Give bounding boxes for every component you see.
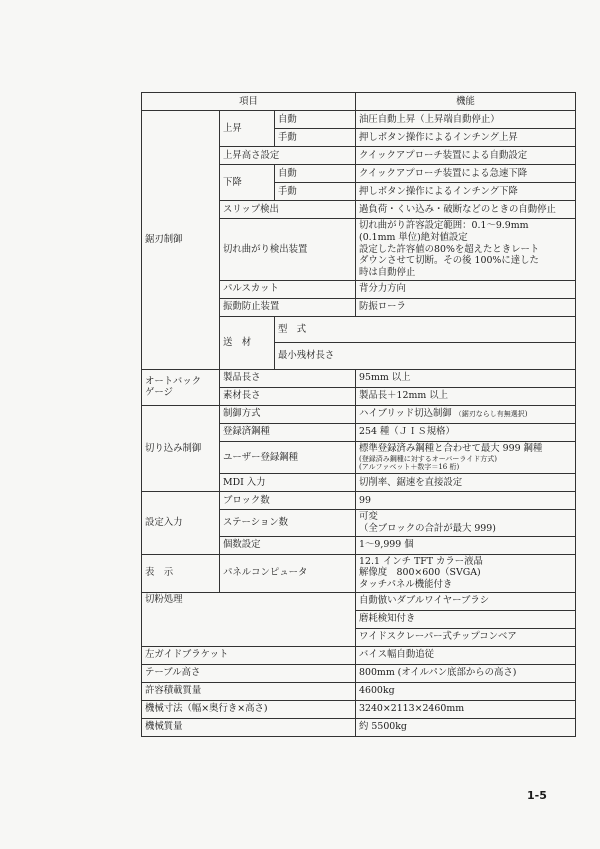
stations-line: （全ブロックの合計が最大 999) (359, 522, 496, 534)
panel-value (356, 554, 576, 592)
product-length-value: 95mm 以上 (356, 369, 576, 387)
min-length-label: 最小残材長さ (275, 343, 576, 370)
fall-label: 下降 (220, 165, 275, 201)
fall-manual-value: 押しボタン操作によるインチング下降 (356, 183, 576, 201)
bend-line: (0.1mm 単位)絶対値設定 (359, 231, 468, 243)
slip-label: スリップ検出 (220, 201, 356, 219)
table-row (142, 554, 576, 592)
mass-value: 約 5500kg (356, 718, 576, 736)
control-method-label: 制御方式 (220, 405, 356, 423)
table-header-row (142, 93, 576, 111)
chips-title: 切粉処理 (142, 592, 356, 646)
rise-auto-value: 油圧自動上昇（上昇端自動停止） (356, 111, 576, 129)
bend-line: 設定した許容値の80%を超えたときレート (359, 243, 540, 255)
autoback-title-line: ゲージ (145, 387, 173, 399)
spec-table (141, 92, 576, 737)
table-height-label: テーブル高さ (142, 664, 356, 682)
pulse-value: 背分力方向 (356, 280, 576, 298)
count-value: 1～9,999 個 (356, 536, 576, 554)
panel-line: 解像度 800×600（SVGA) (359, 567, 481, 579)
guide-value: バイス幅自動追従 (356, 646, 576, 664)
rise-height-label: 上昇高さ設定 (220, 147, 356, 165)
table-row (142, 682, 576, 700)
user-steel-note: (アルファベット＋数字＝16 桁) (359, 463, 460, 472)
blocks-label: ブロック数 (220, 492, 356, 510)
table-height-value: 800mm (オイルパン底部からの高さ) (356, 664, 576, 682)
mdi-value: 切削率、鋸速を直接設定 (356, 474, 576, 492)
panel-line: 12.1 インチ TFT カラー液晶 (359, 555, 483, 567)
rise-manual-label: 手動 (275, 129, 356, 147)
stations-line: 可変 (359, 511, 378, 522)
bend-line: ダウンさせて切断。その後 100%に達した (359, 255, 539, 267)
user-steel-value (356, 441, 576, 473)
table-row (142, 700, 576, 718)
table-row (142, 592, 576, 610)
panel-label: パネルコンピュータ (220, 554, 356, 592)
material-length-label: 素材長さ (220, 387, 356, 405)
user-steel-line: 標準登録済み鋼種と合わせて最大 999 鋼種 (359, 442, 543, 454)
bend-line: 時は自動停止 (359, 267, 416, 278)
bend-value (356, 219, 576, 281)
bend-line: 切れ曲がり許容設定範囲：0.1～9.9mm (359, 220, 529, 231)
feed-type-label: 型 式 (275, 316, 576, 343)
autoback-title (142, 369, 220, 405)
rise-height-value: クイックアプローチ装置による自動設定 (356, 147, 576, 165)
panel-line: タッチパネル機能付き (359, 579, 453, 590)
chips-line: 磨耗検知付き (356, 610, 576, 628)
chips-line: 自動倣いダブルワイヤーブラシ (356, 592, 576, 610)
stations-value (356, 510, 576, 537)
dimensions-label: 機械寸法（幅×奥行き×高さ) (142, 700, 356, 718)
control-method-text: ハイブリッド切込制御 (359, 408, 452, 420)
table-row (142, 111, 576, 129)
page-number: 1-5 (527, 789, 547, 802)
blocks-value: 99 (356, 492, 576, 510)
header-item: 項目 (142, 93, 356, 111)
product-length-label: 製品長さ (220, 369, 356, 387)
control-method-value (356, 405, 576, 423)
display-title: 表 示 (142, 554, 220, 592)
stations-label: ステーション数 (220, 510, 356, 537)
user-steel-label: ユーザー登録鋼種 (220, 441, 356, 473)
feed-title: 送 材 (220, 316, 275, 369)
chips-line: ワイドスクレーパー式チップコンベア (356, 628, 576, 646)
table-row (142, 664, 576, 682)
mass-label: 機械質量 (142, 718, 356, 736)
rise-label: 上昇 (220, 111, 275, 147)
table-row (142, 718, 576, 736)
shearing-title: 鋸刃制御 (142, 111, 220, 370)
registered-steel-value: 254 種（ＪＩＳ規格） (356, 423, 576, 441)
user-steel-note: (登録済み鋼種に対するオーバーライド方式) (359, 454, 497, 463)
guide-label: 左ガイドブラケット (142, 646, 356, 664)
table-row (142, 646, 576, 664)
table-row (142, 405, 576, 423)
pulse-label: パルスカット (220, 280, 356, 298)
fall-manual-label: 手動 (275, 183, 356, 201)
vibration-value: 防振ローラ (356, 298, 576, 316)
control-method-note: （鋸刃ならし有無選択) (454, 410, 528, 419)
dimensions-value: 3240×2113×2460mm (356, 700, 576, 718)
material-length-value: 製品長＋12mm 以上 (356, 387, 576, 405)
slip-value: 過負荷・くい込み・破断などのときの自動停止 (356, 201, 576, 219)
vibration-label: 振動防止装置 (220, 298, 356, 316)
load-value: 4600kg (356, 682, 576, 700)
fall-auto-label: 自動 (275, 165, 356, 183)
setting-title: 設定入力 (142, 492, 220, 555)
autoback-title-line: オートバック (145, 375, 202, 387)
fall-auto-value: クイックアプローチ装置による急速下降 (356, 165, 576, 183)
registered-steel-label: 登録済鋼種 (220, 423, 356, 441)
mdi-label: MDI 入力 (220, 474, 356, 492)
rise-auto-label: 自動 (275, 111, 356, 129)
table-row (142, 492, 576, 510)
load-label: 許容積載質量 (142, 682, 356, 700)
cutting-title: 切り込み制御 (142, 405, 220, 491)
bend-label: 切れ曲がり検出装置 (220, 219, 356, 281)
header-function: 機能 (356, 93, 576, 111)
count-label: 個数設定 (220, 536, 356, 554)
table-row (142, 369, 576, 387)
rise-manual-value: 押しボタン操作によるインチング上昇 (356, 129, 576, 147)
